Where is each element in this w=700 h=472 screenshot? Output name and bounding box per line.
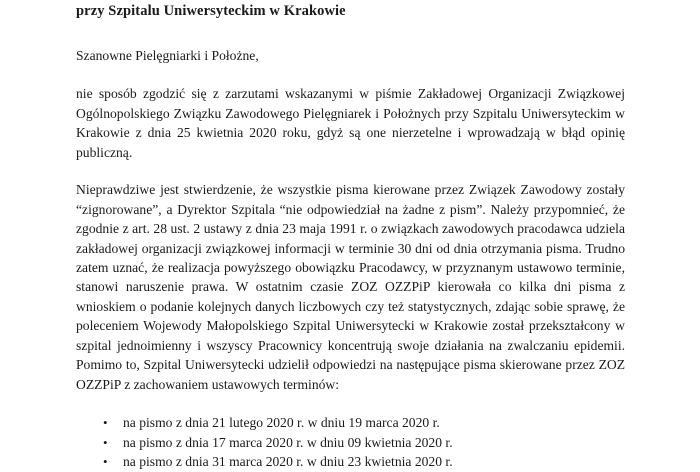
response-dates-list: [76, 394, 625, 472]
bullet-icon: •: [103, 454, 108, 470]
bullet-icon: •: [103, 415, 108, 431]
body-paragraph-1: nie sposób zgodzić się z zarzutami wskazanymi w piśmie Zakładowej Organizacji Związkowej Ogólnopolskiego Związku Zawodowego Pielęgniarek i Położnych przy Szpitalu Uniwersyteckim w Krakowie z dnia 25 kwietnia 2020 roku, gdyż są one nierzetelne i wprowadzają w błąd opinię publiczną.: [76, 86, 625, 160]
body-paragraph-2: Nieprawdziwe jest stwierdzenie, że wszystkie pisma kierowane przez Związek Zawodowy zostały “zignorowane”, a Dyrektor Szpitala “nie odpowiedział na żadne z pism”. Należy przypomnieć, że zgodnie z art. 28 ust. 2 ustawy z dnia 23 maja 1991 r. o związkach zawodowych pracodawca udziela zakładowej organizacji związkowej informacji w terminie 30 dni od dnia otrzymania pisma. Trudno zatem uznać, że realizacja powyższego obowiązku Pracodawcy, w przyznanym ustawowo terminie, stanowi naruszenie prawa. W ostatnim czasie ZOZ OZZPiP kierowała co kilka dni pisma z wnioskiem o podanie kolejnych danych liczbowych czy też statystycznych, zdając sobie sprawę, że poleceniem Wojewody Małopolskiego Szpital Uniwersytecki w Krakowie został przekształcony w szpital jednoimienny i wszyscy Pracownicy koncentrują swoje działania na zwalczaniu epidemii. Pomimo to, Szpital Uniwersytecki udzielił odpowiedzi na następujące pisma skierowane przez ZOZ OZZPiP z zachowaniem ustawowych terminów:: [76, 182, 625, 392]
salutation-line: Szanowne Pielęgniarki i Położne,: [76, 48, 259, 63]
list-item: [76, 433, 625, 453]
document-body: [76, 0, 625, 472]
list-item-label: na pismo z dnia 17 marca 2020 r. w dniu 09 kwietnia 2020 r.: [123, 434, 453, 450]
document-heading: przy Szpitalu Uniwersyteckim w Krakowie: [76, 3, 346, 19]
bullet-icon: •: [103, 434, 108, 450]
list-item: [76, 452, 625, 472]
list-item-label: na pismo z dnia 21 lutego 2020 r. w dniu 19 marca 2020 r.: [123, 415, 440, 431]
list-item: [76, 413, 625, 433]
list-item-label: na pismo z dnia 31 marca 2020 r. w dniu 23 kwietnia 2020 r.: [123, 454, 453, 470]
